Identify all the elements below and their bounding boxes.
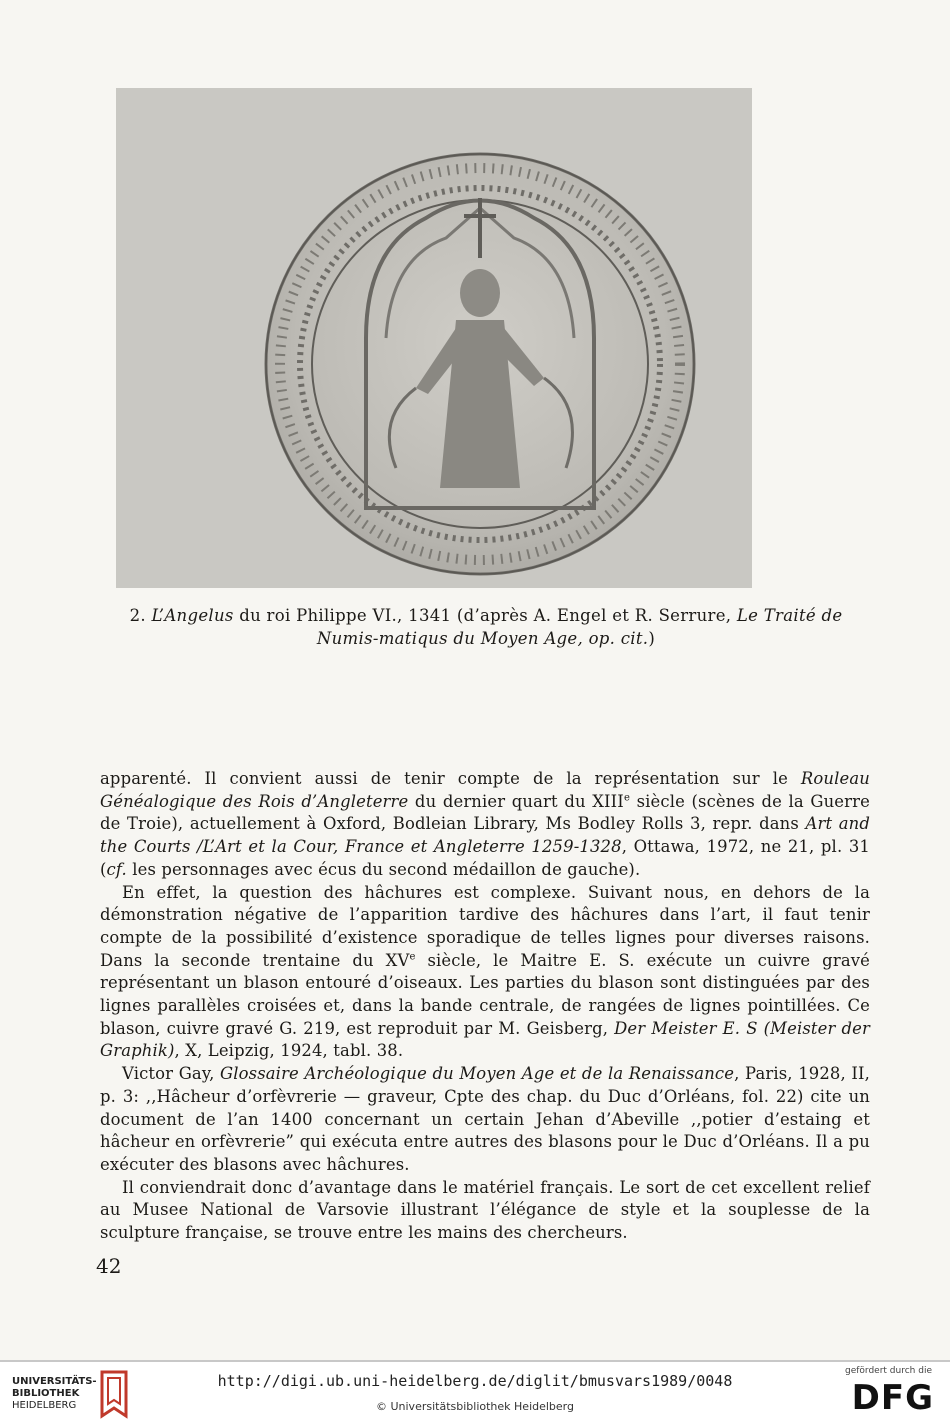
text-run: , X, Leipzig, 1924, tabl. 38. bbox=[174, 1041, 404, 1061]
superscript: e bbox=[409, 951, 416, 963]
caption-end: ) bbox=[648, 629, 656, 648]
coin-plate bbox=[116, 88, 752, 588]
italic-title: Der Meister E. S (Meister der Graphik) bbox=[100, 1018, 870, 1061]
body-text bbox=[100, 768, 870, 1245]
copyright-notice: © Universitätsbibliothek Heidelberg bbox=[375, 1400, 574, 1413]
caption-italic-title: L’Angelus bbox=[151, 606, 234, 625]
figure-caption bbox=[100, 604, 872, 650]
text-run: siècle (scènes de la Guerre de Troie), actuellement à Oxford, Bodleian Library, Ms Bodley Rolls 3, repr. dans bbox=[100, 791, 870, 834]
paragraph-4: Il conviendrait donc d’avantage dans le matériel français. Le sort de cet excellent relief au Musee National de Varsovie illustrant l’élégance de style et la souplesse de la sculpture française, se trouve entre les mains des chercheurs. bbox=[100, 1177, 870, 1243]
italic-abbrev: cf. bbox=[106, 859, 127, 879]
paragraph-3 bbox=[100, 1063, 870, 1177]
library-name-line2: BIBLIOTHEK bbox=[12, 1388, 80, 1399]
library-name-line3: HEIDELBERG bbox=[12, 1400, 77, 1411]
footer-bar bbox=[0, 1360, 950, 1426]
coin-image bbox=[116, 88, 752, 588]
paragraph-2 bbox=[100, 882, 870, 1064]
caption-text: du roi Philippe VI., 1341 (d’après A. Engel et R. Serrure, bbox=[233, 606, 737, 625]
italic-title: Glossaire Archéologique du Moyen Age et de la Renaissance bbox=[219, 1064, 735, 1084]
text-run: En effet, la question des hâchures est complexe. Suivant nous, en dehors de la démonstration négative de l’apparition tardive des hâchures dans l’art, il faut tenir compte de la possibilité d’existence sporadique de telles lignes pour diverses raisons. Dans la seconde trentaine du XV bbox=[100, 882, 870, 970]
text-run: du dernier quart du XIII bbox=[408, 791, 624, 811]
text-run: apparenté. Il convient aussi de tenir compte de la représentation sur le bbox=[100, 769, 801, 788]
text-run: Victor Gay, bbox=[122, 1064, 220, 1084]
page-number: 42 bbox=[96, 1254, 122, 1278]
paragraph-1 bbox=[100, 768, 870, 882]
text-run: siècle, le Maitre E. S. exécute un cuivre gravé représentant un blason entouré d’oiseaux. Les parties du blason sont distinguées par des lignes parallèles croisées et, dans la bande centrale, de rangées de lignes pointillées. Ce blason, cuivre gravé G. 219, est reproduit par M. Geisberg, bbox=[100, 950, 870, 1038]
library-name-line1: UNIVERSITÄTS- bbox=[12, 1376, 97, 1387]
text-run: , Ottawa, 1972, ne 21, pl. 31 ( bbox=[100, 837, 871, 879]
italic-title: Rouleau Généalogique des Rois d’Angleterre bbox=[100, 769, 870, 811]
text-run: , Paris, 1928, II, p. 3: ,,Hâcheur d’orfèvrerie — graveur, Cpte des chap. du Duc d’Orléans, fol. 22) cite un document de l’an 1400 concernant un certain Jehan d’Abeville ,,potier d’estaing et hâcheur en orfèvrerie” qui exécuta entre autres des blasons pour le Duc d’Orléans. Il a pu exécuter des blasons avec hâchures. bbox=[100, 1064, 871, 1174]
permalink-url[interactable]: http://digi.ub.uni-heidelberg.de/diglit/bmusvars1989/0048 bbox=[217, 1372, 733, 1390]
dfg-logo[interactable]: DFG bbox=[851, 1378, 934, 1418]
caption-book-title: Le Traité de Numis-matiqus du Moyen Age, op. cit. bbox=[316, 606, 843, 648]
italic-title: Art and the Courts /L’Art et la Cour, France et Angleterre 1259-1328 bbox=[100, 814, 870, 857]
superscript: e bbox=[623, 792, 631, 804]
figure-number: 2. bbox=[129, 606, 146, 625]
funder-label: gefördert durch die bbox=[845, 1366, 932, 1376]
text-run: les personnages avec écus du second médaillon de gauche). bbox=[126, 859, 641, 879]
